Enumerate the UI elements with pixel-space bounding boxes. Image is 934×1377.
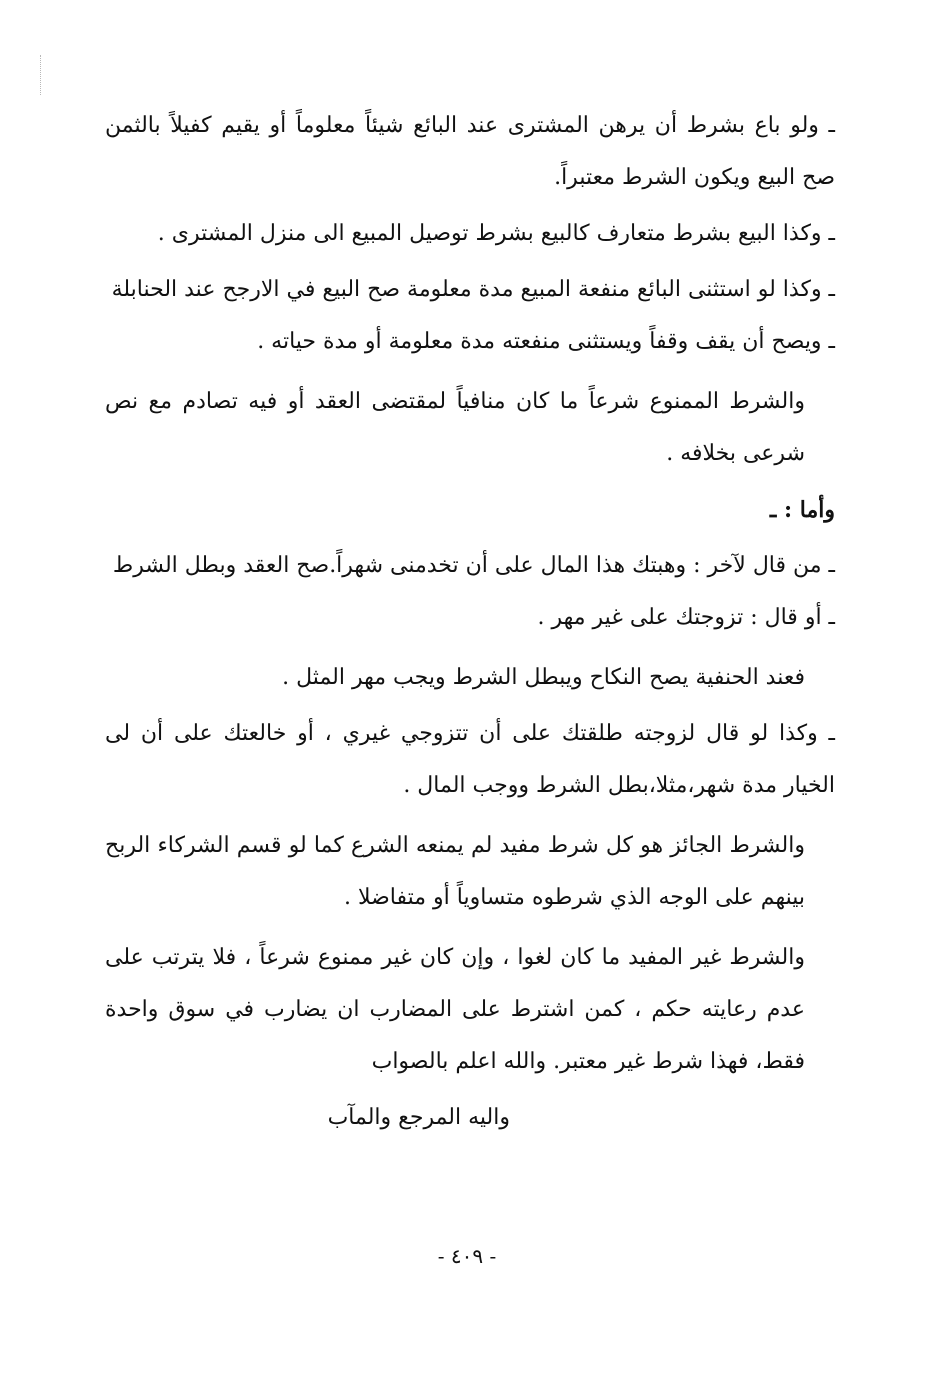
paragraph-gift-example: ـ من قال لآخر : وهبتك هذا المال على أن تخدمنى شهراً.صح العقد وبطل الشرط <box>112 553 835 578</box>
page-number: - ٤٠٩ - <box>437 1244 497 1268</box>
paragraph-rahn-condition: ـ ولو باع بشرط أن يرهن المشترى عند البائع شيئاً معلوماً أو يقيم كفيلاً بالثمن صح البيع ويكون الشرط معتبراً. <box>105 113 835 190</box>
body-text <box>105 100 835 1144</box>
scan-artifact <box>40 55 43 95</box>
paragraph-divorce-example: ـ وكذا لو قال لزوجته طلقتك على أن تتزوجي غيري ، أو خالعتك على أن لى الخيار مدة شهر،مثلا،بطل الشرط ووجب المال . <box>105 721 835 798</box>
paragraph-delivery-condition: ـ وكذا البيع بشرط متعارف كالبيع بشرط توصيل المبيع الى منزل المشترى . <box>157 221 835 246</box>
paragraph-hanafi-ruling: فعند الحنفية يصح النكاح ويبطل الشرط ويجب مهر المثل . <box>282 665 805 690</box>
paragraph-useless-condition: والشرط غير المفيد ما كان لغوا ، وإن كان غير ممنوع شرعاً ، فلا يترتب على عدم رعايته حكم ، كمن اشترط على المضارب ان يضارب في سوق واحدة فقط، فهذا شرط غير معتبر. والله اعلم بالصواب <box>105 945 805 1074</box>
section-heading: وأما : ـ <box>769 497 835 523</box>
paragraph-marriage-example: ـ أو قال : تزوجتك على غير مهر . <box>537 605 835 630</box>
paragraph-forbidden-condition: والشرط الممنوع شرعاً ما كان منافياً لمقتضى العقد أو فيه تصادم مع نص شرعى بخلافه . <box>105 389 805 466</box>
paragraph-permissible-condition: والشرط الجائز هو كل شرط مفيد لم يمنعه الشرع كما لو قسم الشركاء الربح بينهم على الوجه الذي شرطوه متساوياً أو متفاضلا . <box>105 833 805 910</box>
paragraph-seller-exception: ـ وكذا لو استثنى البائع منفعة المبيع مدة معلومة صح البيع في الارجح عند الحنابلة <box>111 277 835 302</box>
paragraph-waqf-exception: ـ ويصح أن يقف وقفاً ويستثنى منفعته مدة معلومة أو مدة حياته . <box>257 329 835 354</box>
closing-line: واليه المرجع والمآب <box>327 1105 510 1130</box>
